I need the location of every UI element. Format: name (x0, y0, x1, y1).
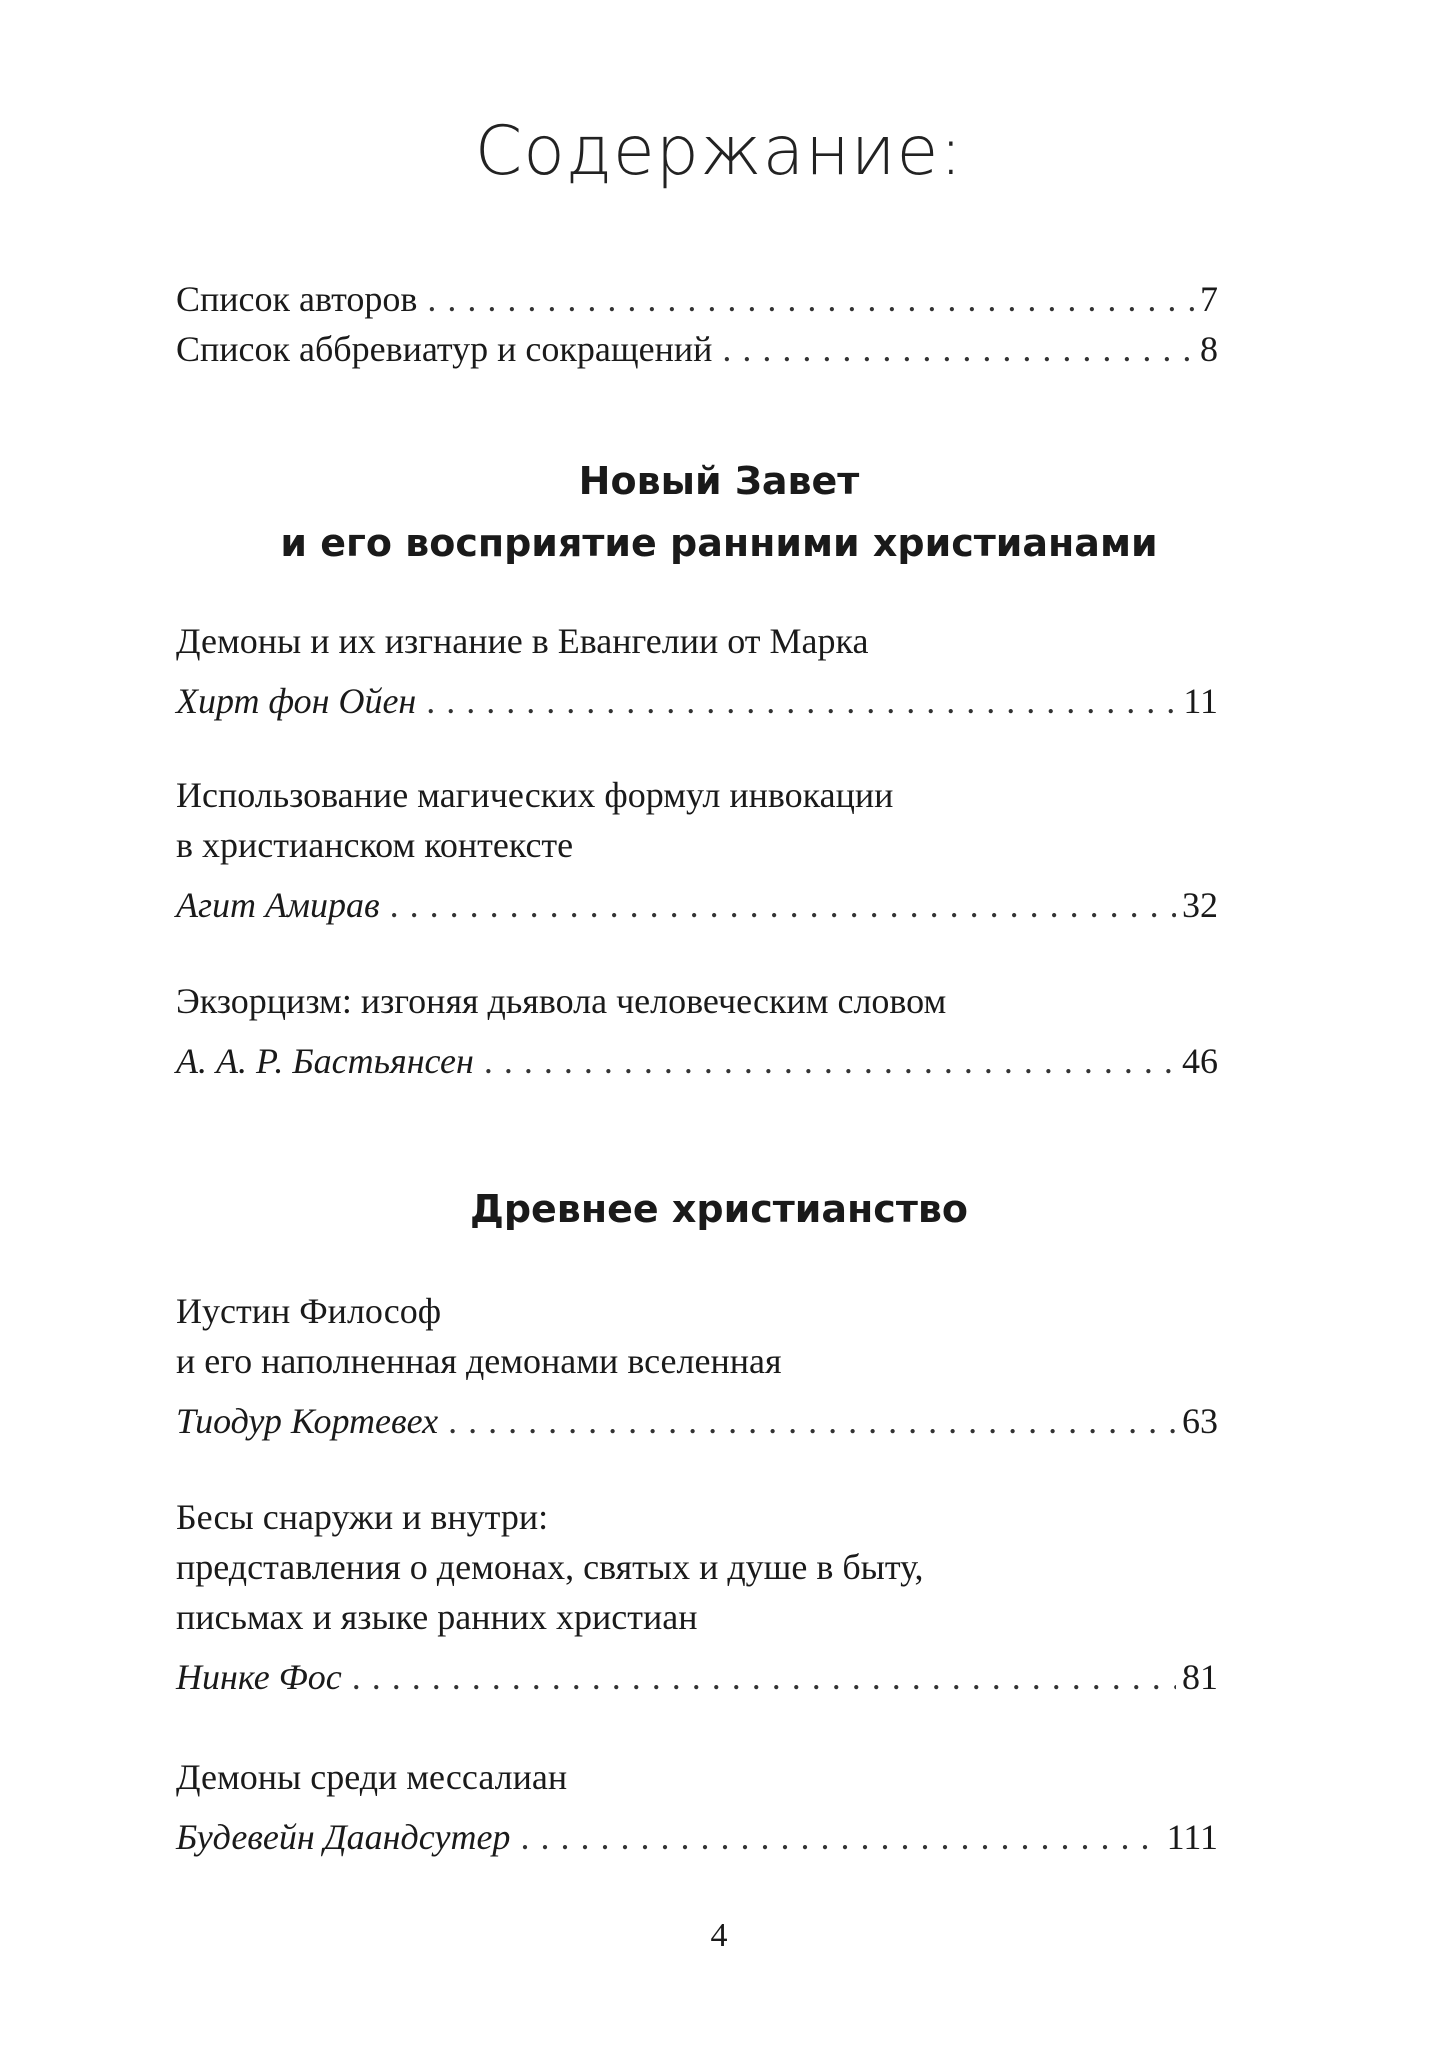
toc-entry-authors-list (176, 274, 1218, 324)
entry-author: Тиодур Кортевех (176, 1401, 439, 1441)
dot-leader (426, 676, 1177, 726)
section-heading-new-testament (0, 450, 1438, 574)
entry-title-line: Демоны среди мессалиан (176, 1757, 568, 1797)
entry-author-line (176, 1036, 1218, 1086)
entry-title-line: представления о демонах, святых и душе в быту, (176, 1547, 924, 1587)
entry-title-line: и его наполненная демонами вселенная (176, 1341, 782, 1381)
toc-entry (176, 1286, 1218, 1446)
toc-entry (176, 1492, 1218, 1702)
entry-author: А. А. Р. Бастьянсен (176, 1041, 474, 1081)
page-title: Содержание: (474, 112, 964, 191)
toc-page-number: 7 (1200, 279, 1218, 319)
section-entries-ancient-3 (176, 1752, 1218, 1862)
entry-title-line: Использование магических формул инвокации (176, 775, 894, 815)
entry-author-line (176, 1652, 1218, 1702)
dot-leader (427, 274, 1194, 324)
toc-page-number: 11 (1183, 681, 1218, 721)
toc-page-number: 81 (1182, 1657, 1218, 1697)
toc-entry (176, 976, 1218, 1086)
section-heading-ancient-christianity (0, 1178, 1438, 1240)
entry-author: Будевейн Даандсутер (176, 1817, 511, 1857)
dot-leader (520, 1812, 1160, 1862)
toc-entry-title: Список авторов (176, 279, 418, 319)
toc-page-number: 111 (1166, 1817, 1218, 1857)
entry-title-line: Демоны и их изгнание в Евангелии от Марка (176, 621, 869, 661)
toc-entry-abbreviations (176, 324, 1218, 374)
toc-entry (176, 770, 1218, 930)
entry-title-line: Бесы снаружи и внутри: (176, 1497, 549, 1537)
entry-title-line: в христианском контексте (176, 825, 574, 865)
entry-title-line: Экзорцизм: изгоняя дьявола человеческим словом (176, 981, 947, 1021)
section-entries-ancient-1 (176, 1286, 1218, 1446)
entry-title-line: Иустин Философ (176, 1291, 442, 1331)
dot-leader (352, 1652, 1176, 1702)
dot-leader (484, 1036, 1176, 1086)
entry-title-line: письмах и языке ранних христиан (176, 1597, 698, 1637)
toc-page-number: 8 (1200, 329, 1218, 369)
toc-page-number: 32 (1182, 885, 1218, 925)
section-heading-line: Новый Завет (578, 459, 860, 503)
toc-entry-title: Список аббревиатур и сокращений (176, 329, 713, 369)
entry-author-line (176, 880, 1218, 930)
toc-entry (176, 1752, 1218, 1862)
entry-author: Хирт фон Ойен (176, 681, 417, 721)
toc-page-number: 63 (1182, 1401, 1218, 1441)
page-number: 4 (710, 1917, 728, 1954)
dot-leader (448, 1396, 1176, 1446)
section-entries-new-testament (176, 616, 1218, 726)
entry-author: Нинке Фос (176, 1657, 342, 1697)
section-entries-ancient-2 (176, 1492, 1218, 1702)
dot-leader (390, 880, 1176, 930)
entry-author-line (176, 676, 1218, 726)
dot-leader (722, 324, 1194, 374)
entry-author-line (176, 1812, 1218, 1862)
front-matter-list (176, 274, 1218, 374)
section-heading-line: Древнее христианство (469, 1187, 968, 1231)
toc-page-number: 46 (1182, 1041, 1218, 1081)
toc-entry (176, 616, 1218, 726)
section-heading-line: и его восприятие ранними христианами (280, 521, 1158, 565)
section-entries-new-testament-3 (176, 976, 1218, 1086)
entry-author-line (176, 1396, 1218, 1446)
entry-author: Агит Амирав (176, 885, 380, 925)
section-entries-new-testament-2 (176, 770, 1218, 930)
